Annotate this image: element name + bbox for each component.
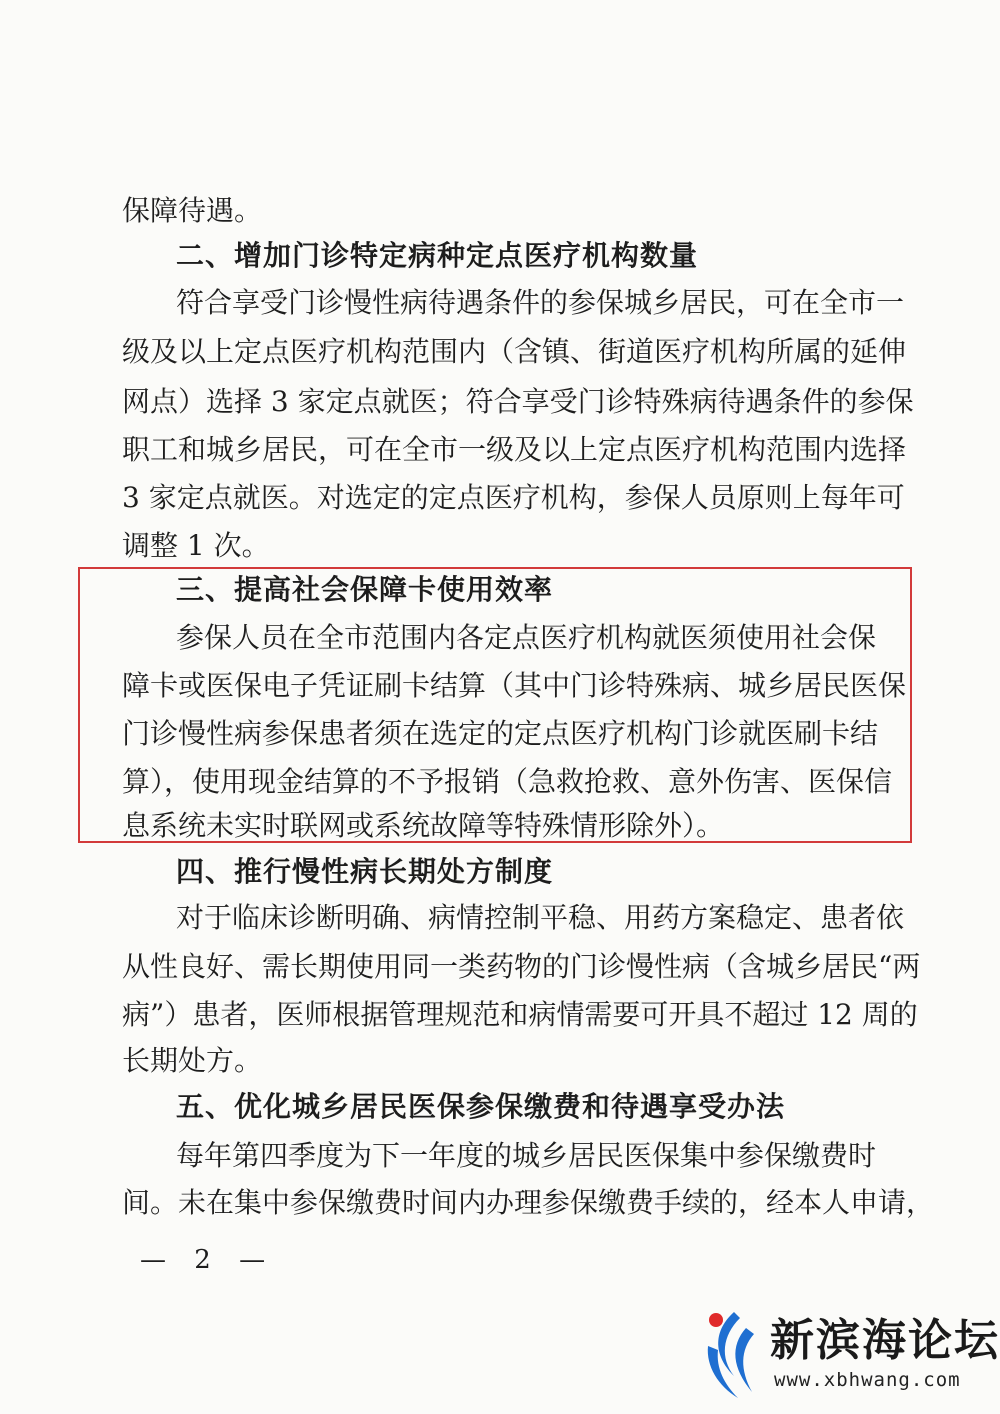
paragraph-line: 保障待遇。	[122, 194, 263, 227]
watermark-title: 新滨海论坛	[770, 1315, 1000, 1366]
watermark-url: www.xbhwang.com	[774, 1369, 961, 1391]
paragraph-line: 3 家定点就医。对选定的定点医疗机构，参保人员原则上每年可	[122, 481, 905, 514]
paragraph-line: 调整 1 次。	[122, 529, 270, 562]
paragraph-line: 从性良好、需长期使用同一类药物的门诊慢性病（含城乡居民“两	[122, 950, 921, 983]
paragraph-line: 参保人员在全市范围内各定点医疗机构就医须使用社会保	[176, 621, 877, 654]
paragraph-line: 对于临床诊断明确、病情控制平稳、用药方案稳定、患者依	[176, 901, 905, 934]
paragraph-line: 网点）选择 3 家定点就医；符合享受门诊特殊病待遇条件的参保	[122, 385, 914, 418]
paragraph-line: 职工和城乡居民，可在全市一级及以上定点医疗机构范围内选择	[122, 433, 907, 466]
paragraph-line: 障卡或医保电子凭证刷卡结算（其中门诊特殊病、城乡居民医保	[122, 669, 907, 702]
paragraph-line: 门诊慢性病参保患者须在选定的定点医疗机构门诊就医刷卡结	[122, 717, 879, 750]
paragraph-line: 符合享受门诊慢性病待遇条件的参保城乡居民，可在全市一	[176, 286, 905, 319]
section-heading-2: 二、增加门诊特定病种定点医疗机构数量	[176, 239, 699, 272]
paragraph-line: 病”）患者，医师根据管理规范和病情需要可开具不超过 12 周的	[122, 998, 918, 1031]
paragraph-line: 长期处方。	[122, 1044, 263, 1077]
paragraph-line: 级及以上定点医疗机构范围内（含镇、街道医疗机构所属的延伸	[122, 335, 907, 368]
section-heading-5: 五、优化城乡居民医保参保缴费和待遇享受办法	[176, 1090, 786, 1123]
section-heading-3: 三、提高社会保障卡使用效率	[176, 573, 554, 606]
watermark	[700, 1306, 1000, 1406]
paragraph-line: 算），使用现金结算的不予报销（急救抢救、意外伤害、医保信	[122, 765, 893, 798]
page-number: — 2 —	[140, 1245, 276, 1275]
paragraph-line: 息系统未实时联网或系统故障等特殊情形除外）。	[122, 809, 725, 842]
paragraph-line: 每年第四季度为下一年度的城乡居民医保集中参保缴费时	[176, 1139, 877, 1172]
section-heading-4: 四、推行慢性病长期处方制度	[176, 855, 554, 888]
paragraph-line: 间。未在集中参保缴费时间内办理参保缴费手续的，经本人申请，	[122, 1186, 935, 1219]
forum-logo-icon	[700, 1306, 764, 1402]
